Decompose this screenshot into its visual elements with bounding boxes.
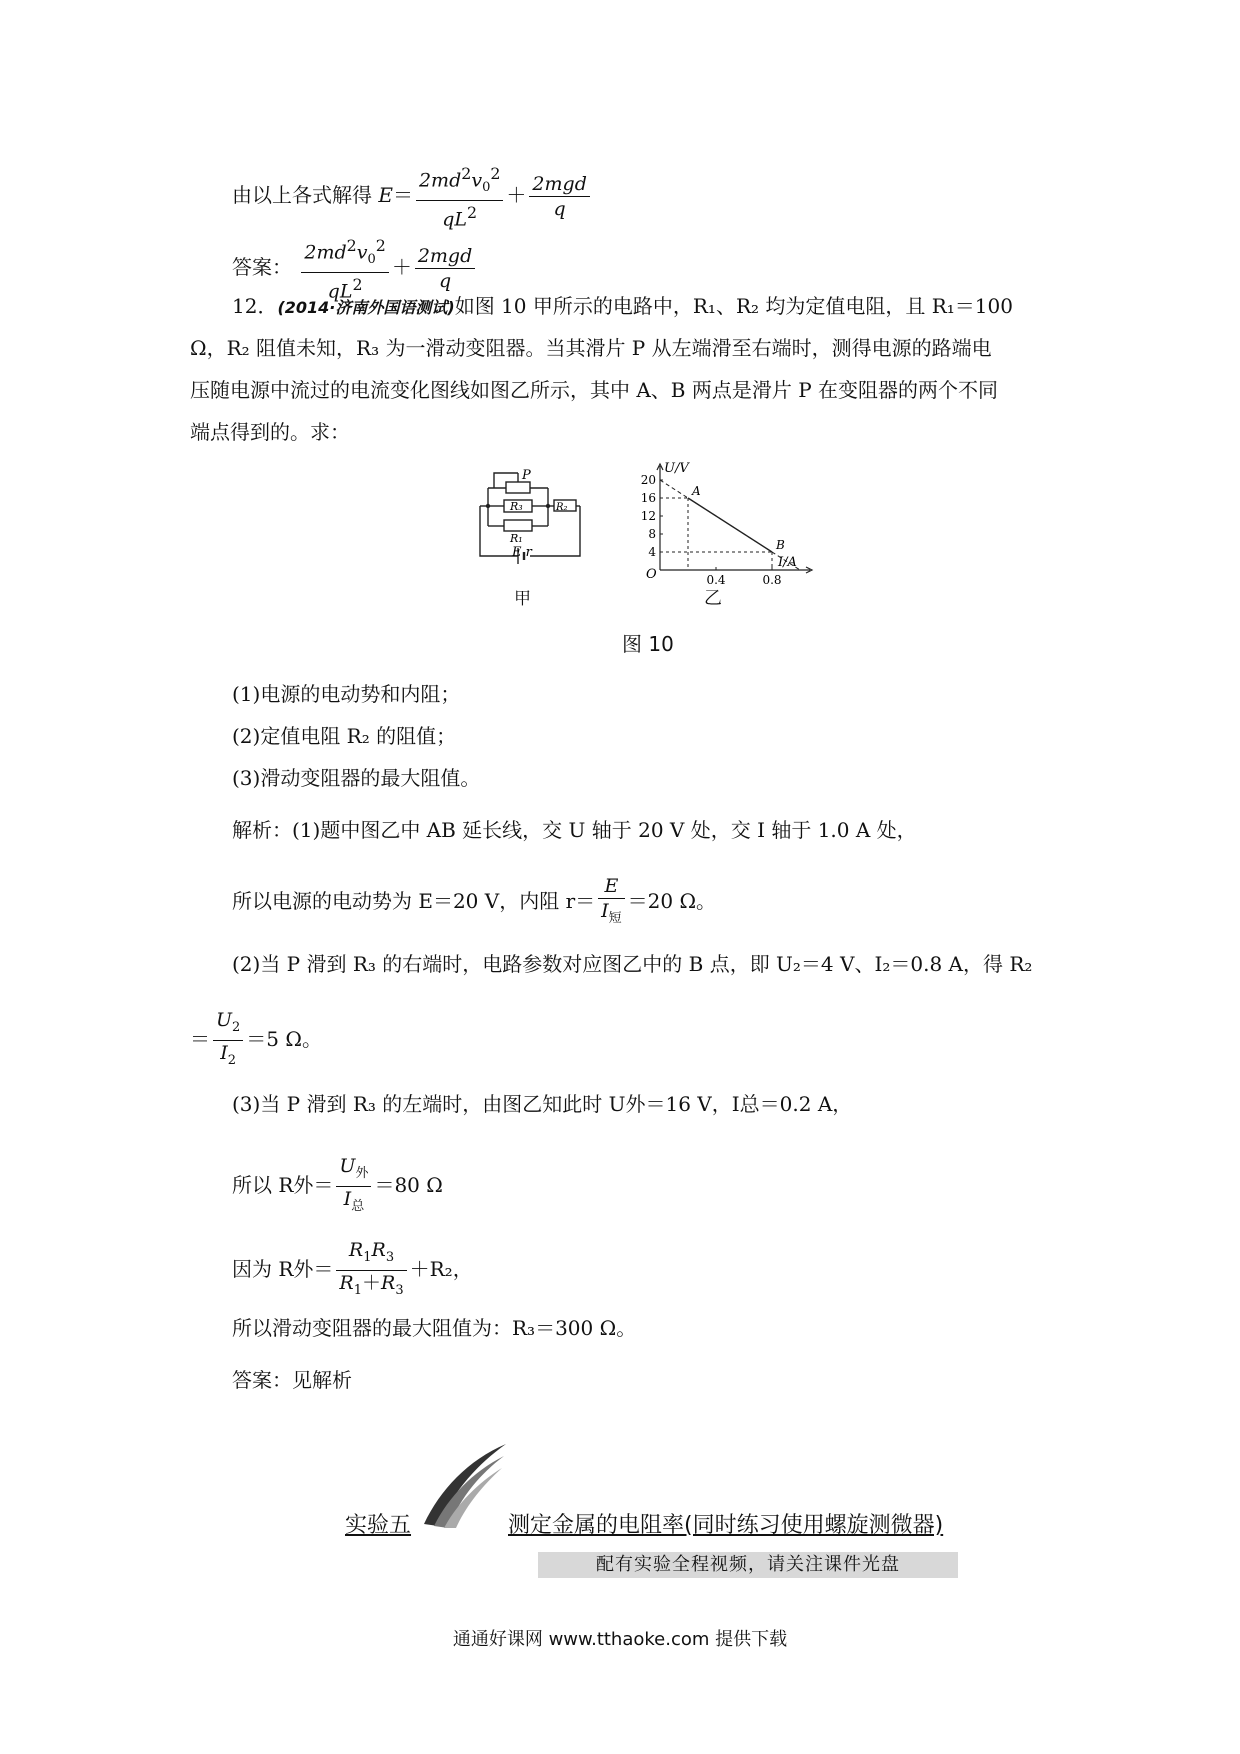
page-footer: 通通好课网 www.tthaoke.com 提供下载 <box>452 1629 788 1650</box>
graph-caption: 乙 <box>704 588 722 609</box>
analysis-line6: 所以 R外＝ $\frac{U_外}{I_总}$ ＝80 Ω <box>232 1155 443 1214</box>
ui-graph <box>620 460 820 590</box>
problem-12-line4: 端点得到的。求： <box>190 420 350 444</box>
circuit-diagram <box>468 468 598 578</box>
y-tick-label: 16 <box>640 491 656 505</box>
analysis-answer: 答案：见解析 <box>232 1368 352 1392</box>
label-R2: R₂ <box>556 502 568 513</box>
swoosh-decoration-icon <box>420 1440 510 1530</box>
y-axis-label: U/V <box>664 461 689 476</box>
analysis-line1: 解析：(1)题中图乙中 AB 延长线，交 U 轴于 20 V 处，交 I 轴于 1.0 A 处， <box>232 818 917 842</box>
x-tick-label: 0.4 <box>706 573 726 587</box>
analysis-line5: (3)当 P 滑到 R₃ 的左端时，由图乙知此时 U外＝16 V，I总＝0.2 A， <box>232 1092 853 1116</box>
point-label-A: A <box>692 484 701 498</box>
problem-12-line2: Ω，R₂ 阻值未知，R₃ 为一滑动变阻器。当其滑片 P 从左端滑至右端时，测得电源的路端电 <box>190 336 992 360</box>
analysis-line4: ＝ $\frac{U_2}{I_2}$ ＝5 Ω。 <box>190 1009 322 1068</box>
label-P: P <box>522 468 531 483</box>
analysis-line7: 因为 R外＝ $\frac{R_1R_3}{R_1+R_3}$ ＋R₂， <box>232 1239 473 1298</box>
question-3: (3)滑动变阻器的最大阻值。 <box>232 766 481 790</box>
problem-12-line3: 压随电源中流过的电流变化图线如图乙所示，其中 A、B 两点是滑片 P 在变阻器的两个不同 <box>190 378 999 402</box>
y-tick-label: 12 <box>640 509 656 523</box>
solution-result: 由以上各式解得 E＝ $\frac{2md^2v_0^2}{qL^2}$ ＋ $\frac{\text{2mgd}}{q}$ <box>232 162 593 231</box>
point-label-B: B <box>776 538 785 552</box>
video-banner: 配有实验全程视频，请关注课件光盘 <box>538 1552 958 1578</box>
question-2: (2)定值电阻 R₂ 的阻值； <box>232 724 457 748</box>
question-1: (1)电源的电动势和内阻； <box>232 682 461 706</box>
circuit-caption: 甲 <box>514 589 531 609</box>
solution-answer: 答案： $\frac{2md^2v_0^2}{qL^2}$ ＋ $\frac{\text{2mgd}}{q}$ <box>232 234 478 303</box>
origin-label: O <box>646 567 657 582</box>
analysis-line2: 所以电源的电动势为 E＝20 V，内阻 r＝ $\frac{E}{I_短}$ ＝20 Ω。 <box>232 875 717 926</box>
figure-caption: 图 10 <box>622 632 674 656</box>
y-tick-label: 4 <box>648 545 656 559</box>
x-axis-label: I/A <box>778 555 797 570</box>
section-title: 测定金属的电阻率(同时练习使用螺旋测微器) <box>508 1513 944 1538</box>
label-Er: E r <box>512 545 532 560</box>
label-R3: R₃ <box>510 500 523 513</box>
y-tick-label: 8 <box>648 527 656 541</box>
problem-12-line1: 12．(2014·济南外国语测试)如图 10 甲所示的电路中，R₁、R₂ 均为定值电阻，且 R₁＝100 <box>232 294 1013 318</box>
label-R1: R₁ <box>510 532 523 545</box>
analysis-line8: 所以滑动变阻器的最大阻值为：R₃＝300 Ω。 <box>232 1316 637 1340</box>
x-tick-label: 0.8 <box>762 573 782 587</box>
analysis-line3: (2)当 P 滑到 R₃ 的右端时，电路参数对应图乙中的 B 点，即 U₂＝4 V、I₂＝0.8 A，得 R₂ <box>232 952 1033 976</box>
section-label: 实验五 <box>345 1513 412 1538</box>
ab-line <box>688 498 772 552</box>
y-tick-label: 20 <box>640 473 656 487</box>
